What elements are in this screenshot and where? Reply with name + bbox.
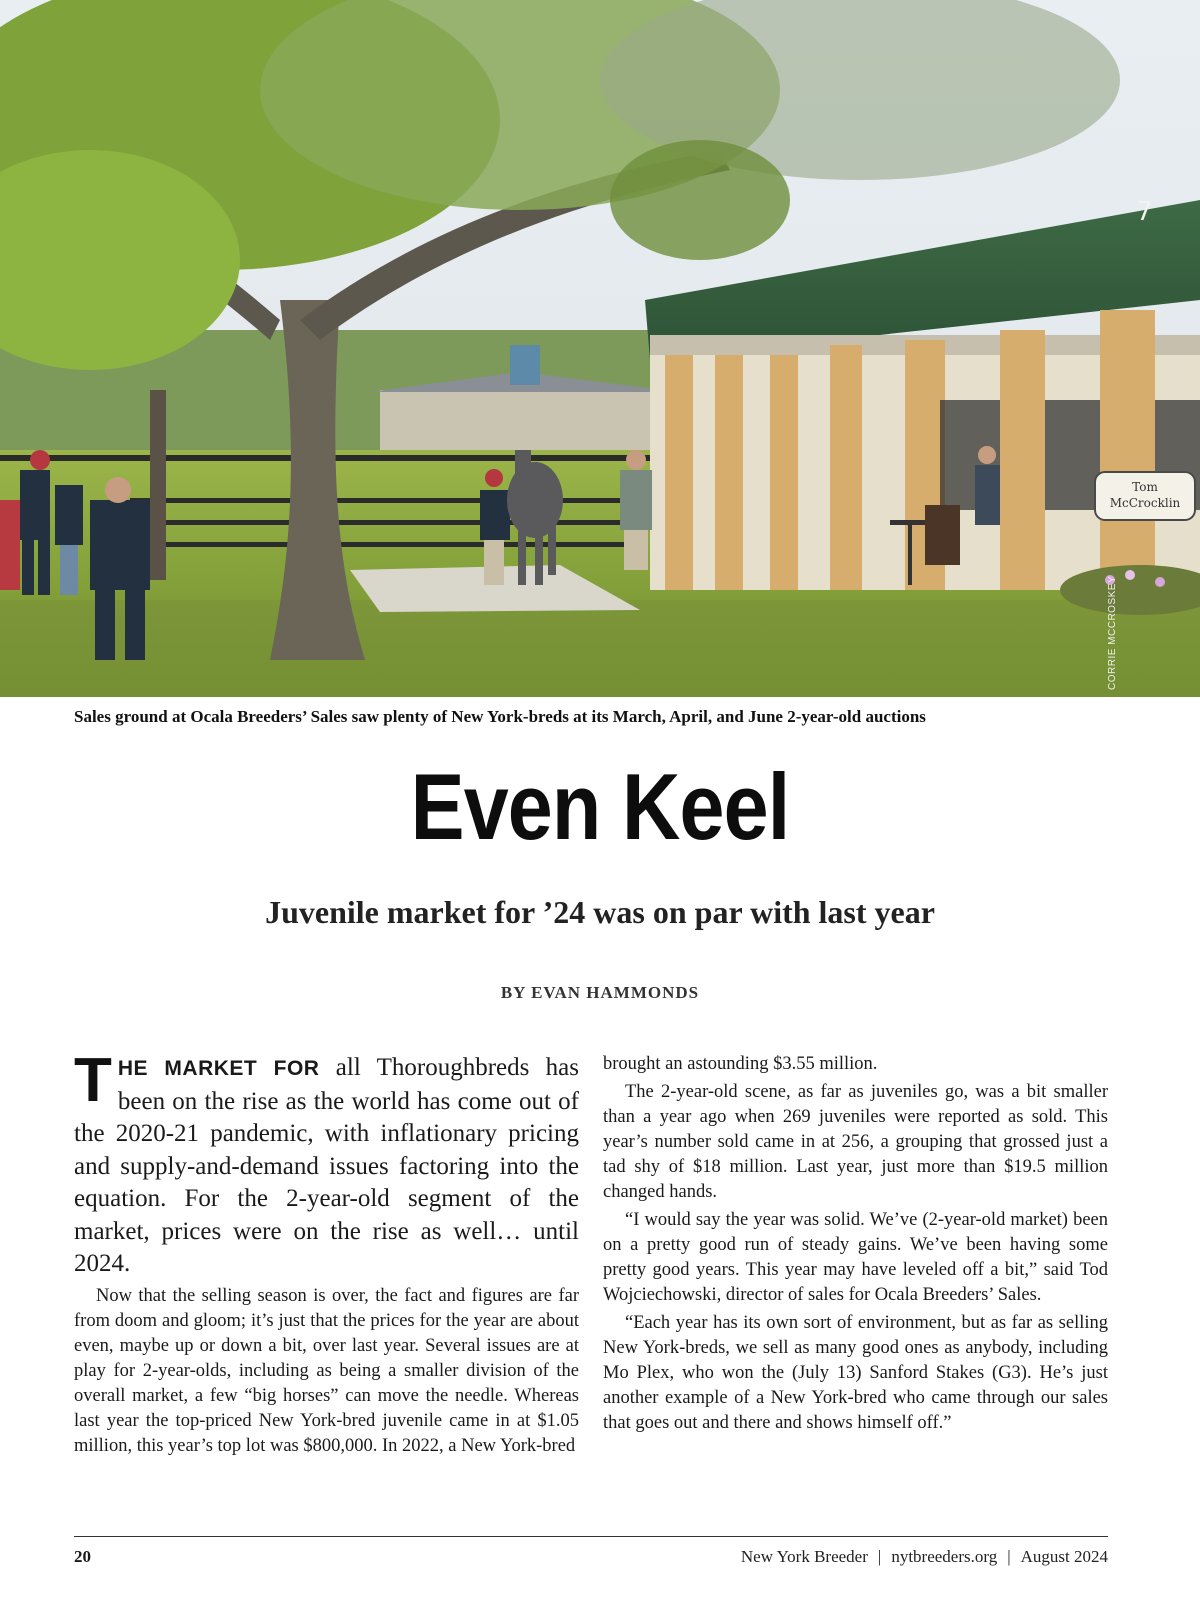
footer-rule	[74, 1536, 1108, 1537]
byline: BY EVAN HAMMONDS	[500, 983, 700, 1002]
svg-text:McCrocklin: McCrocklin	[1109, 496, 1181, 510]
paragraph-4: “Each year has its own sort of environment, but as far as selling New York-breds, we sell as many good ones as anybody, including Mo Plex, who won the (July 13) Sanford Stakes (G3). He’s just another example of a New York-bred who came through our sales that goes out and there and shows himself off.”	[603, 1313, 1108, 1433]
paragraph-1-continued: brought an astounding $3.55 million.	[603, 1054, 878, 1074]
svg-text:Tom: Tom	[1132, 480, 1158, 494]
footer-separator: |	[877, 1547, 882, 1566]
article-column-right	[603, 1052, 1108, 1436]
paragraph-3: “I would say the year was solid. We’ve (2-year-old market) been on a pretty good run of steady gains. We’ve been having some pretty good years. This year may have leveled off a bit,” said Tod Wojciechowski, director of sales for Ocala Breeders’ Sales.	[603, 1210, 1108, 1305]
lead-text: all Thoroughbreds has been on the rise as the world has come out of the 2020-21 pandemic, with inflationary pricing and supply-and-demand issues factoring into the equation. For the 2-year-old segment of the market, prices were on the rise as well… until 2024.	[74, 1054, 580, 1277]
footer-separator: |	[1007, 1547, 1011, 1566]
cover-photo	[0, 0, 1200, 697]
photo-caption: Sales ground at Ocala Breeders’ Sales saw plenty of New York-breds at its March, April, and June 2-year-old auctions	[74, 707, 926, 726]
footer-info	[741, 1547, 1108, 1567]
issue-date: August 2024	[1020, 1547, 1108, 1566]
paragraph-1: Now that the selling season is over, the fact and figures are far from doom and gloom; it’s just that the prices for the year are about even, maybe up or down a bit, over last year. Several issues are at play for 2-year-olds, including as being a smaller division of the overall market, a few “big horses” can move the needle. Whereas last year the top-priced New York-bred juvenile came in at $1.05 million, this year’s top lot was $800,000. In 2022, a New York-bred	[74, 1285, 579, 1456]
website-link[interactable]: nytbreeders.org	[891, 1547, 998, 1566]
headline: Even Keel	[410, 754, 790, 859]
article-column-left	[74, 1046, 580, 1459]
lead-caps: HE MARKET FOR	[117, 1057, 320, 1080]
page-number: 20	[74, 1547, 91, 1566]
photo-credit: CORRIE MCCROSKEY	[1107, 575, 1118, 690]
svg-text:7: 7	[1136, 197, 1153, 227]
lead-paragraph	[74, 1046, 580, 1281]
drop-cap: T	[74, 1046, 112, 1115]
publication-name: New York Breeder	[740, 1547, 868, 1566]
deck-subtitle: Juvenile market for ’24 was on par with last year	[265, 894, 935, 930]
paragraph-2: The 2-year-old scene, as far as juveniles go, was a bit smaller than a year ago when 269 juveniles were reported as sold. This year’s number sold came in at 256, a grouping that grossed just a tad shy of $18 million. Last year, just more than $19.5 million changed hands.	[603, 1082, 1108, 1202]
